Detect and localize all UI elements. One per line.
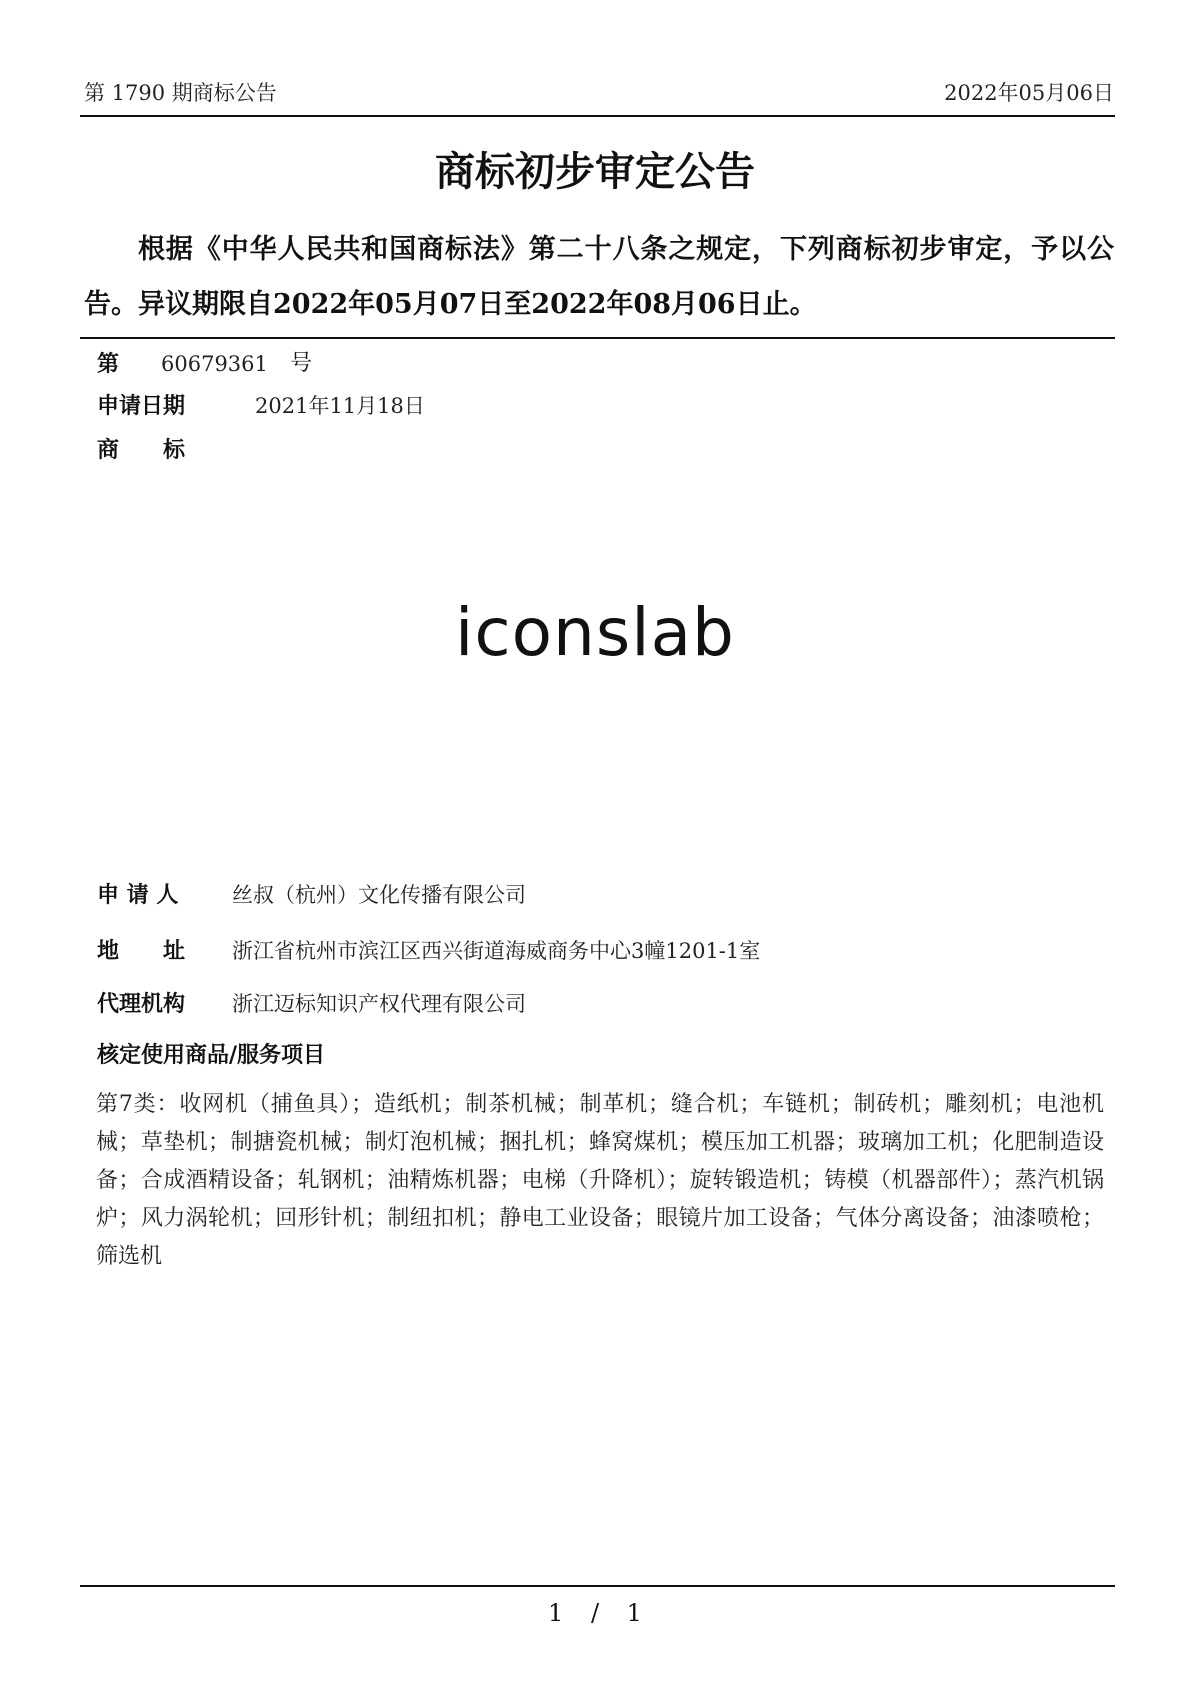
intro-paragraph: 根据《中华人民共和国商标法》第二十八条之规定，下列商标初步审定，予以公告。异议期限自2022年05月07日至2022年08月06日止。 bbox=[84, 234, 1114, 320]
goods-list: 第7类：收网机（捕鱼具）；造纸机；制茶机械；制革机；缝合机；车链机；制砖机；雕刻机；电池机械；草垫机；制搪瓷机械；制灯泡机械；捆扎机；蜂窝煤机；模压加工机器；玻璃加工机；化肥制造设备；合成酒精设备；轧钢机；油精炼机器；电梯（升降机）；旋转锻造机；铸模（机器部件）；蒸汽机锅炉；风力涡轮机；回形针机；制纽扣机；静电工业设备；眼镜片加工设备；气体分离设备；油漆喷枪；筛选机 bbox=[96, 1092, 1104, 1269]
trademark-wordmark: iconslab bbox=[455, 594, 735, 671]
reg-no-suffix: 号 bbox=[290, 351, 313, 376]
page-number: 1 / 1 bbox=[548, 1599, 642, 1627]
address-label: 地 址 bbox=[97, 938, 186, 964]
issue-date: 2022年05月06日 bbox=[944, 81, 1114, 105]
footer-rule bbox=[80, 1585, 1115, 1587]
trademark-label: 商 标 bbox=[97, 437, 186, 463]
reg-no-prefix: 第 bbox=[97, 351, 120, 377]
goods-heading: 核定使用商品/服务项目 bbox=[97, 1042, 326, 1068]
agent-label: 代理机构 bbox=[97, 991, 186, 1017]
page-title: 商标初步审定公告 bbox=[435, 148, 755, 195]
application-date-label: 申请日期 bbox=[97, 393, 186, 419]
issue-number: 第 1790 期商标公告 bbox=[84, 81, 277, 105]
address-value: 浙江省杭州市滨江区西兴街道海威商务中心3幢1201-1室 bbox=[232, 939, 761, 963]
applicant-label: 申 请 人 bbox=[97, 882, 179, 908]
registration-number: 60679361 bbox=[161, 352, 268, 376]
section-rule bbox=[80, 337, 1115, 339]
applicant-value: 丝叔（杭州）文化传播有限公司 bbox=[232, 883, 526, 907]
agent-value: 浙江迈标知识产权代理有限公司 bbox=[232, 992, 526, 1016]
header-rule bbox=[80, 115, 1115, 117]
application-date-value: 2021年11月18日 bbox=[255, 394, 425, 418]
